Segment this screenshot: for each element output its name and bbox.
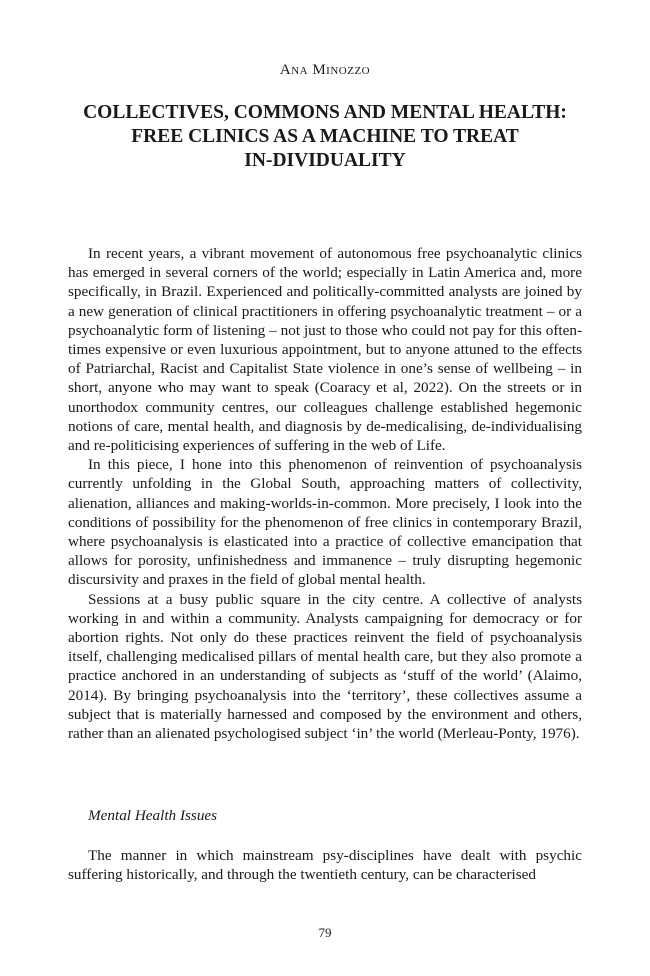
paragraph: The manner in which mainstream psy-disciplines have dealt with psychic suffering historically, and through the twentieth century, can be characterised bbox=[68, 847, 582, 884]
page-number: 79 bbox=[318, 925, 332, 940]
paragraph: In this piece, I hone into this phenomenon of reinvention of psychoanalysis currently unfolding in the Global South, approaching matters of collectivity, alienation, alliances and making-worlds-in-common. More precisely, I look into the conditions of possibility for the phenomenon of free clinics in contemporary Brazil, where psychoanalysis is elasticated into a practice of collective emancipation that allows for porosity, unfinishedness and immanence – truly disrupting hegemonic discursivity and praxes in the field of global mental health. bbox=[68, 456, 582, 589]
chapter-title-line: IN-DIVIDUALITY bbox=[244, 150, 406, 171]
running-header-author: Ana Minozzo bbox=[279, 62, 371, 78]
body-text bbox=[68, 244, 582, 743]
section-body-text bbox=[68, 846, 582, 884]
paragraph: Sessions at a busy public square in the city centre. A collective of analysts working in and within a community. Analysts campaigning for democracy or for abortion rights. Not only do these practices reinvent the field of psychoanalysis itself, challenging medicalised pillars of mental health care, but they also promote a practice anchored in an understanding of subjects as ‘stuff of the world’ (Alaimo, 2014). By bringing psychoanalysis into the ‘territory’, these collectives assume a subject that is materially harnessed and composed by the environment and others, rather than an alienated psychologised subject ‘in’ the world (Merleau-Ponty, 1976). bbox=[68, 590, 582, 743]
chapter-title-line: COLLECTIVES, COMMONS AND MENTAL HEALTH: bbox=[83, 102, 567, 123]
section-heading: Mental Health Issues bbox=[88, 807, 218, 824]
paragraph: In recent years, a vibrant movement of autonomous free psychoanalytic clinics has emerged in several corners of the world; especially in Latin America and, more specifically, in Brazil. Experienced and politically-committed analysts are joined by a new generation of clinical practitioners in offering psychoanalytic treatment – or a psychoanalytic form of listening – not just to those who could not pay for this often-times expensive or even luxurious appointment, but to anyone attuned to the effects of Patriarchal, Racist and Capitalist State violence in one’s sense of wellbeing – in short, anyone who may want to speak (Coaracy et al, 2022). On the streets or in unorthodox community centres, our colleagues challenge established hegemonic notions of care, mental health, and diagnosis by de-medicalising, de-individualising and re-politicising experiences of suffering in the web of Life. bbox=[68, 245, 582, 455]
chapter-title bbox=[60, 101, 590, 173]
chapter-title-line: FREE CLINICS AS A MACHINE TO TREAT bbox=[131, 126, 519, 147]
